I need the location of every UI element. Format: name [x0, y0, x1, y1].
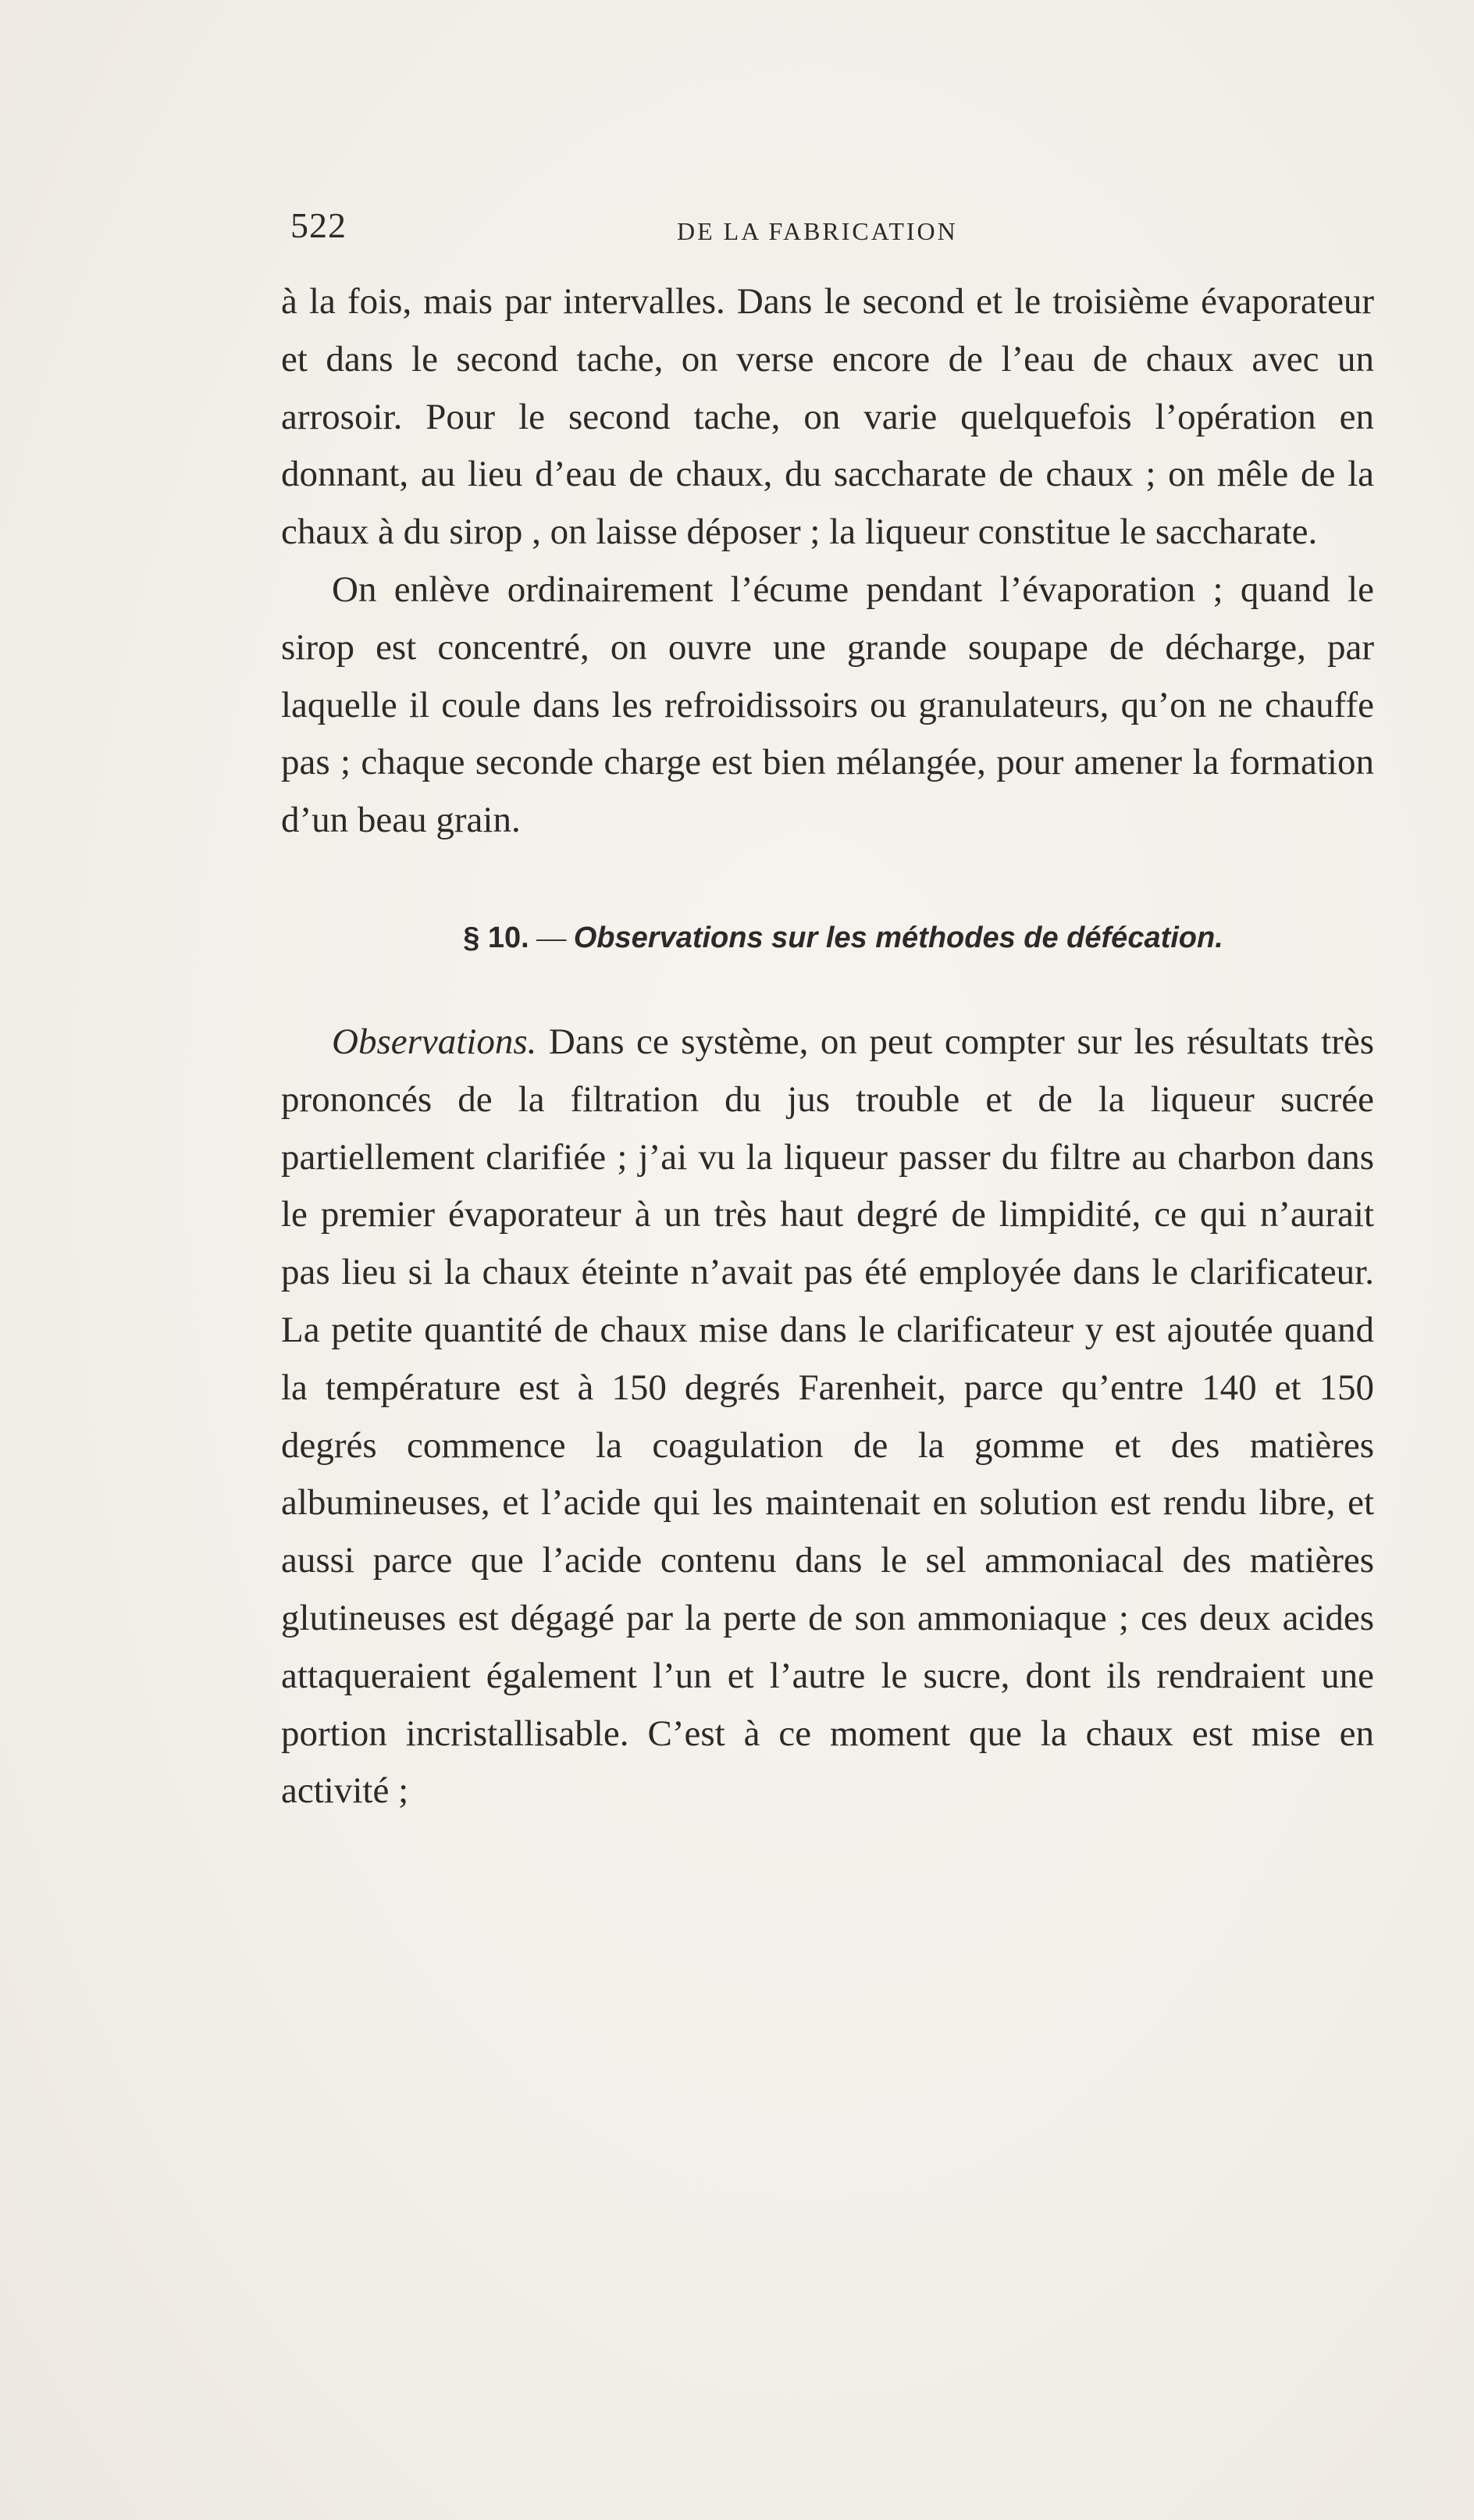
section-heading [281, 917, 1374, 959]
body-text [281, 273, 1374, 1820]
observations-lead: Observations. [332, 1021, 537, 1062]
section-title: Observations sur les méthodes de défécation. [573, 921, 1223, 954]
paragraph-observations [281, 1014, 1374, 1820]
page-header [290, 205, 1368, 251]
section-dash: — [536, 921, 567, 954]
page-number: 522 [290, 205, 347, 245]
observations-text: Dans ce système, on peut compter sur les résultats très prononcés de la filtration du jus trouble et de la liqueur sucrée partiellement clarifiée ; j’ai vu la liqueur passer du filtre au charbon dans le premier évaporateur à un très haut degré de limpidité, ce qui n’aurait pas lieu si la chaux éteinte n’avait pas été employée dans le clarificateur. La petite quantité de chaux mise dans le clarificateur y est ajoutée quand la température est à 150 degrés Farenheit, parce qu’entre 140 et 150 degrés commence la coagulation de la gomme et des matières albumineuses, et l’acide qui les maintenait en solution est rendu libre, et aussi parce que l’acide contenu dans le sel ammoniacal des matières glutineuses est dégagé par la perte de son ammoniaque ; ces deux acides attaqueraient également l’un et l’autre le sucre, dont ils rendraient une portion incristallisable. C’est à ce moment que la chaux est mise en activité ; [281, 1021, 1374, 1812]
paragraph-continuation: à la fois, mais par intervalles. Dans le second et le troisième évaporateur et dans le second tache, on verse encore de l’eau de chaux avec un arrosoir. Pour le second tache, on varie quelquefois l’opération en donnant, au lieu d’eau de chaux, du saccharate de chaux ; on mêle de la chaux à du sirop , on laisse déposer ; la liqueur constitue le saccharate. [281, 281, 1374, 553]
running-head: DE LA FABRICATION [677, 217, 958, 245]
paragraph-evaporation: On enlève ordinairement l’écume pendant l’évaporation ; quand le sirop est concentré, on ouvre une grande soupape de décharge, par laquelle il coule dans les refroidissoirs ou granulateurs, qu’on ne chauffe pas ; chaque seconde charge est bien mélangée, pour amener la formation d’un beau grain. [281, 569, 1374, 841]
section-number: § 10. [463, 921, 529, 954]
